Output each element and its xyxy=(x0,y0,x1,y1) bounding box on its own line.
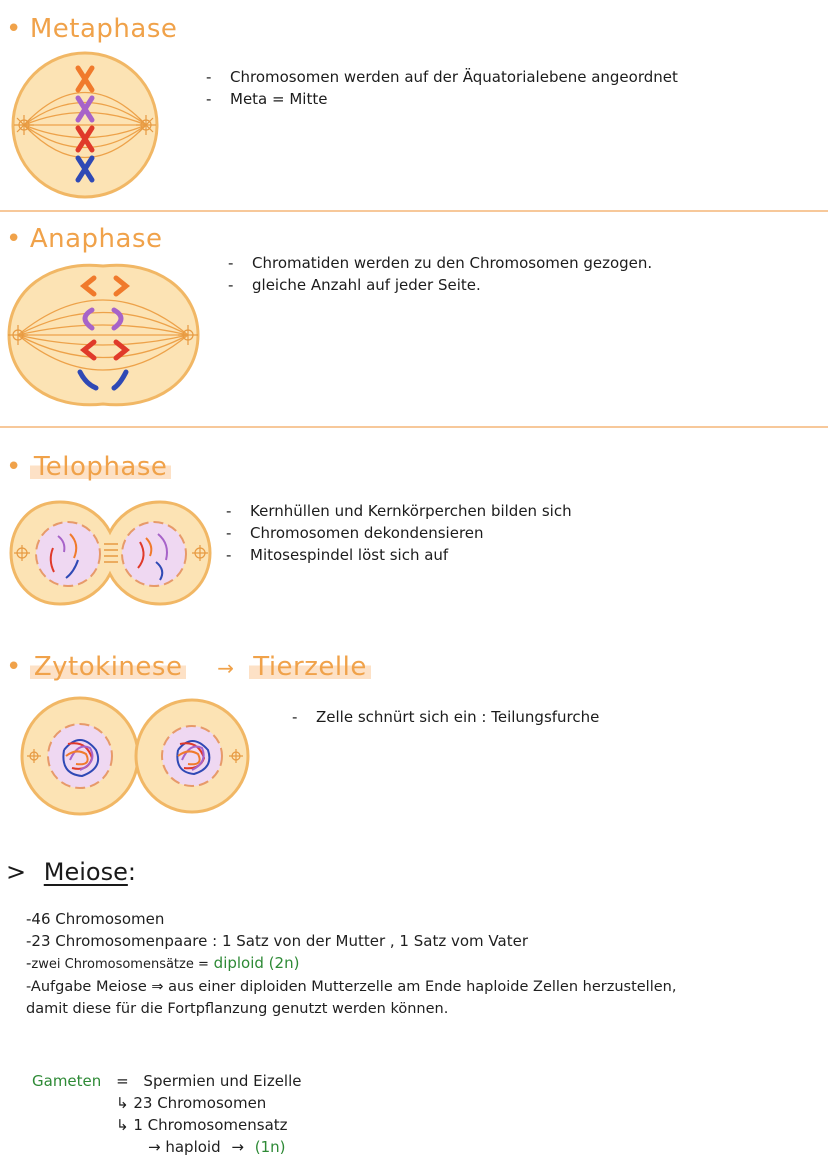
equals-sign: = xyxy=(116,1072,129,1090)
note-text: zwei Chromosomensätze = xyxy=(31,957,209,972)
metaphase-notes xyxy=(206,66,678,110)
section-divider xyxy=(0,426,828,428)
arrow-icon: → xyxy=(231,1138,244,1156)
anaphase-notes xyxy=(228,252,652,296)
haploid-n-label: (1n) xyxy=(254,1138,286,1156)
note-text: Chromosomen werden auf der Äquatorialebene angeordnet xyxy=(230,68,678,86)
daughter-cell-right xyxy=(136,700,248,812)
note-line: -46 Chromosomen xyxy=(26,910,165,928)
anaphase-heading xyxy=(6,224,163,254)
meiose-title: Meiose xyxy=(43,858,128,886)
note-line: - Mitosespindel löst sich auf xyxy=(226,546,449,564)
bullet-dot: • xyxy=(6,14,22,44)
zytokinese-heading xyxy=(6,652,371,682)
bullet-dot: • xyxy=(6,652,22,682)
telophase-title: Telophase xyxy=(30,452,172,482)
note-line: -Aufgabe Meiose ⇒ aus einer diploiden Mutterzelle am Ende haploide Zellen herzustellen, xyxy=(26,979,677,995)
zytokinese-subtitle: Tierzelle xyxy=(249,652,371,682)
note-line: - Chromosomen werden auf der Äquatorialebene angeordnet xyxy=(206,68,678,86)
arrow-icon: → xyxy=(148,1138,161,1156)
gameten-detail: ↳ 23 Chromosomen xyxy=(116,1094,267,1112)
note-text: Meta = Mitte xyxy=(230,90,328,108)
arrow-icon: → xyxy=(217,656,235,680)
note-line: -zwei Chromosomensätze = diploid (2n) xyxy=(26,954,300,972)
note-text: Mitosespindel löst sich auf xyxy=(250,546,449,564)
anaphase-title: Anaphase xyxy=(29,224,163,254)
meiose-heading xyxy=(6,858,136,886)
note-line xyxy=(26,998,826,1020)
note-line: - gleiche Anzahl auf jeder Seite. xyxy=(228,276,481,294)
bullet-dot: • xyxy=(6,224,22,254)
gameten-detail: ↳ 1 Chromosomensatz xyxy=(116,1116,288,1134)
note-text: damit diese für die Fortpflanzung genutzt werden können. xyxy=(26,1001,449,1017)
anaphase-cell-illustration xyxy=(6,260,201,410)
note-text: Aufgabe Meiose ⇒ aus einer diploiden Mutterzelle am Ende haploide Zellen herzustellen, xyxy=(30,979,677,995)
note-text: Zelle schnürt sich ein : Teilungsfurche xyxy=(316,708,600,726)
telophase-heading xyxy=(6,452,171,482)
telophase-notes xyxy=(226,500,572,566)
note-text: Chromatiden werden zu den Chromosomen gezogen. xyxy=(252,254,653,272)
note-line: - Chromatiden werden zu den Chromosomen gezogen. xyxy=(228,254,653,272)
section-divider xyxy=(0,210,828,212)
metaphase-cell-illustration xyxy=(10,50,160,200)
bullet-dot: • xyxy=(6,452,22,482)
gameten-block xyxy=(32,1070,302,1158)
note-text: 46 Chromosomen xyxy=(31,910,165,928)
zytokinese-title: Zytokinese xyxy=(30,652,187,682)
gameten-label: Gameten xyxy=(32,1072,102,1090)
nucleus-right xyxy=(122,522,186,586)
note-line: -23 Chromosomenpaare : 1 Satz von der Mutter , 1 Satz vom Vater xyxy=(26,932,528,950)
gameten-value: Spermien und Eizelle xyxy=(143,1072,302,1090)
metaphase-title: Metaphase xyxy=(29,14,178,44)
note-text: Kernhüllen und Kernkörperchen bilden sich xyxy=(250,502,572,520)
zytokinese-notes xyxy=(292,706,599,728)
note-text: Chromosomen dekondensieren xyxy=(250,524,484,542)
centrosome-right xyxy=(136,115,156,135)
note-line: - Meta = Mitte xyxy=(206,90,328,108)
note-text: 23 Chromosomenpaare : 1 Satz von der Mutter , 1 Satz vom Vater xyxy=(31,932,528,950)
note-text: gleiche Anzahl auf jeder Seite. xyxy=(252,276,481,294)
meiose-notes xyxy=(26,908,826,1020)
meiose-colon: : xyxy=(127,858,136,886)
haploid-label: haploid xyxy=(165,1138,221,1156)
gameten-detail xyxy=(148,1136,302,1158)
centrosome-left xyxy=(14,115,34,135)
metaphase-heading xyxy=(6,14,177,44)
note-line: - Chromosomen dekondensieren xyxy=(226,524,484,542)
note-line: - Zelle schnürt sich ein : Teilungsfurche xyxy=(292,708,600,726)
nucleus-left xyxy=(36,522,100,586)
chevron-right-icon: > xyxy=(6,858,27,886)
telophase-cell-illustration xyxy=(8,498,213,608)
zytokinese-cell-illustration xyxy=(20,696,250,816)
daughter-cell-left xyxy=(22,698,138,814)
gameten-line xyxy=(32,1070,302,1092)
diploid-label: diploid (2n) xyxy=(213,954,300,972)
note-line: - Kernhüllen und Kernkörperchen bilden sich xyxy=(226,502,572,520)
